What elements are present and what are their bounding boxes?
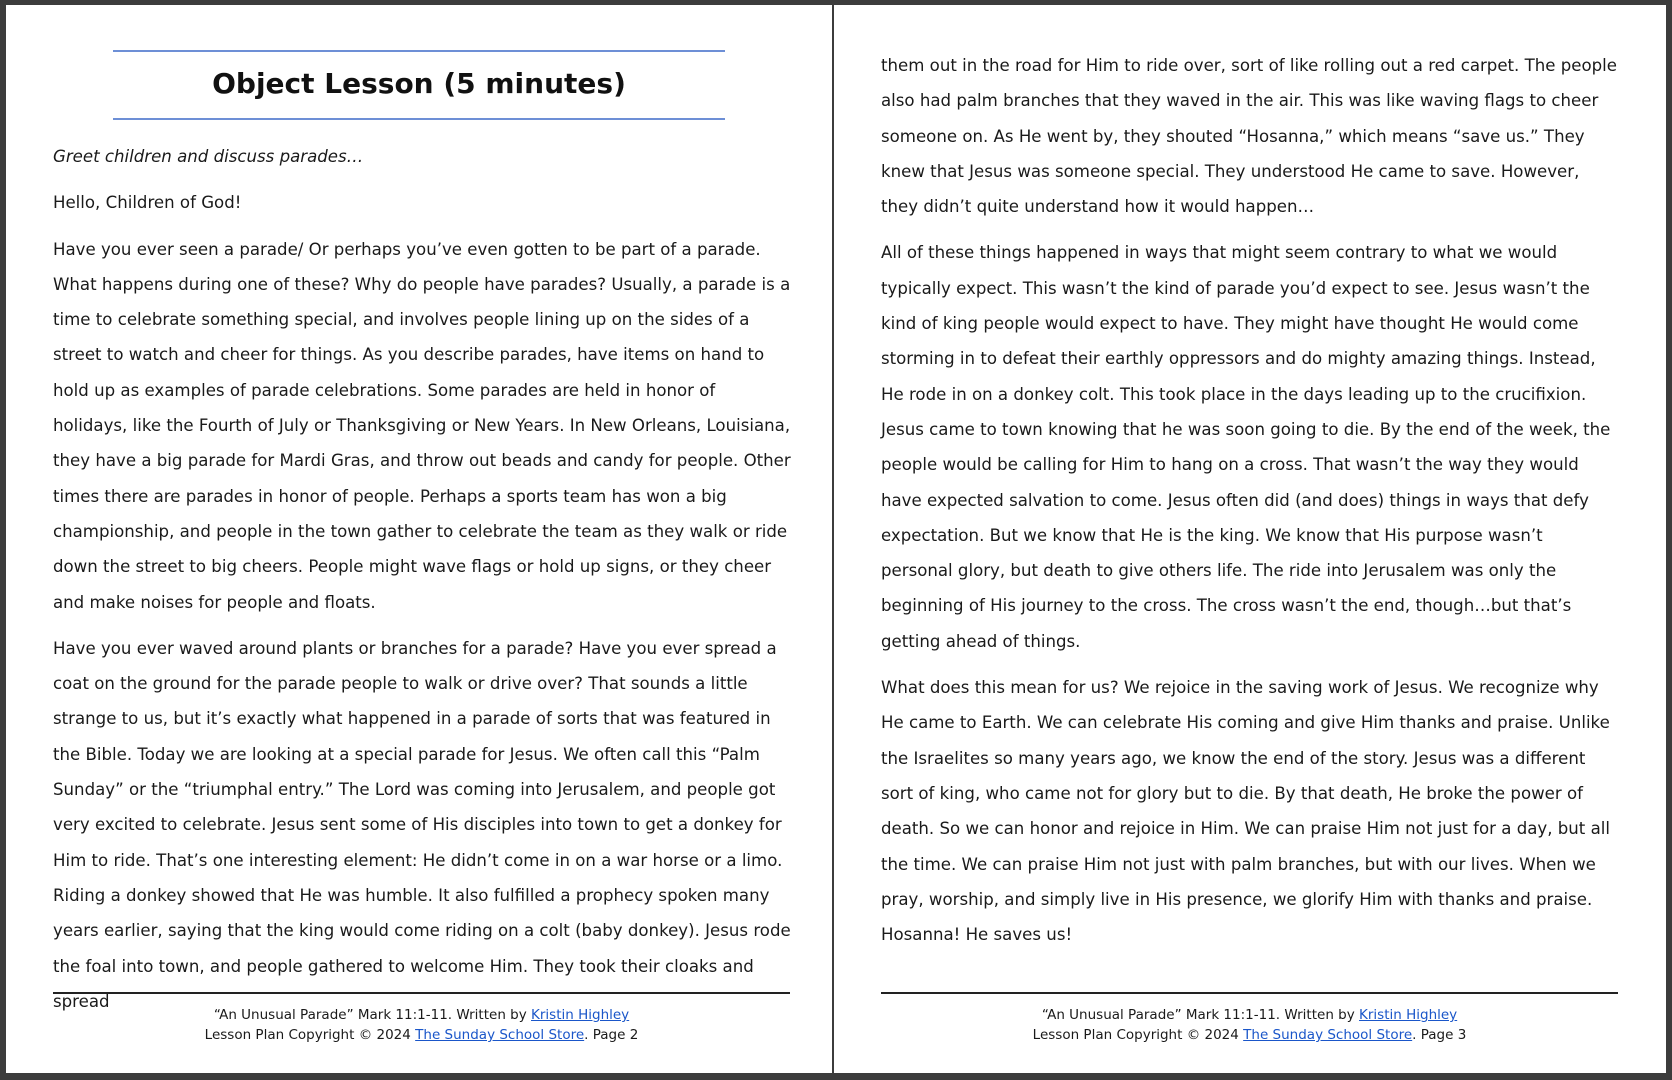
section-title-box	[113, 50, 725, 120]
page-3	[834, 5, 1666, 1073]
footer-copyright: Lesson Plan Copyright © 2024	[204, 1027, 416, 1043]
footer-copyright: Lesson Plan Copyright © 2024	[1032, 1027, 1244, 1043]
footer-citation: “An Unusual Parade” Mark 11:1-11. Written by	[213, 1007, 532, 1023]
author-link[interactable]: Kristin Highley	[531, 1007, 630, 1023]
footer-line-2	[881, 1025, 1618, 1045]
footer-divider	[881, 992, 1618, 994]
footer-divider	[53, 992, 790, 994]
paragraph-palm-sunday: Have you ever waved around plants or branches for a parade? Have you ever spread a coat on the ground for the parade people to walk or drive over? That sounds a little strange to us, but it’s exactly what happened in a parade of sorts that was featured in the Bible. Today we are looking at a special parade for Jesus. We often call this “Palm Sunday” or the “triumphal entry.” The Lord was coming into Jerusalem, and people got very excited to celebrate. Jesus sent some of His disciples into town to get a donkey for Him to ride. That’s one interesting element: He didn’t come in on a war horse or a limo. Riding a donkey showed that He was humble. It also fulfilled a prophecy spoken many years earlier, saying that the king would come riding on a colt (baby donkey). Jesus rode the foal into town, and people gathered to welcome Him. They took their cloaks and spread	[53, 638, 791, 1011]
footer-citation: “An Unusual Parade” Mark 11:1-11. Written by	[1041, 1007, 1360, 1023]
store-link[interactable]: The Sunday School Store	[1243, 1027, 1413, 1043]
page-2-body	[53, 139, 791, 1030]
paragraph-meaning: What does this mean for us? We rejoice in the saving work of Jesus. We recognize why He came to Earth. We can celebrate His coming and give Him thanks and praise. Unlike the Israelites so many years ago, we know the end of the story. Jesus was a different sort of king, who came not for glory but to die. By that death, He broke the power of death. So we can honor and rejoice in Him. We can praise Him not just for a day, but all the time. We can praise Him not just with palm branches, but with our lives. When we pray, worship, and simply live in His presence, we glorify Him with thanks and praise. Hosanna! He saves us!	[881, 678, 1610, 945]
page-3-body	[881, 48, 1619, 963]
footer-line-2	[53, 1025, 790, 1045]
paragraph-cloaks: them out in the road for Him to ride over, sort of like rolling out a red carpet. The people also had palm branches that they waved in the air. This was like waving flags to cheer someone on. As He went by, they shouted “Hosanna,” which means “save us.” They knew that Jesus was someone special. They understood He came to save. However, they didn’t quite understand how it would happen…	[881, 56, 1617, 217]
footer-line-1	[53, 1005, 790, 1025]
page-number: . Page 3	[1412, 1027, 1467, 1043]
paragraph-parades: Have you ever seen a parade/ Or perhaps you’ve even gotten to be part of a parade. What happens during one of these? Why do people have parades? Usually, a parade is a time to celebrate something special, and involves people lining up on the sides of a street to watch and cheer for things. As you describe parades, have items on hand to hold up as examples of parade celebrations. Some parades are held in honor of holidays, like the Fourth of July or Thanksgiving or New Years. In New Orleans, Louisiana, they have a big parade for Mardi Gras, and throw out beads and candy for people. Other times there are parades in honor of people. Perhaps a sports team has won a big championship, and people in the town gather to celebrate the team as they walk or ride down the street to big cheers. People might wave flags or hold up signs, or they cheer and make noises for people and floats.	[53, 239, 791, 612]
greeting-paragraph: Hello, Children of God!	[53, 193, 242, 213]
author-link[interactable]: Kristin Highley	[1359, 1007, 1458, 1023]
section-title: Object Lesson (5 minutes)	[212, 67, 626, 100]
page-2	[6, 5, 832, 1073]
store-link[interactable]: The Sunday School Store	[415, 1027, 585, 1043]
footer-line-1	[881, 1005, 1618, 1025]
page-3-footer	[881, 1005, 1618, 1045]
paragraph-contrary: All of these things happened in ways that might seem contrary to what we would typically expect. This wasn’t the kind of parade you’d expect to see. Jesus wasn’t the kind of king people would expect to have. They might have thought He would come storming in to defeat their earthly oppressors and do mighty amazing things. Instead, He rode in on a donkey colt. This took place in the days leading up to the crucifixion. Jesus came to town knowing that he was soon going to die. By the end of the week, the people would be calling for Him to hang on a cross. That wasn’t the way they would have expected salvation to come. Jesus often did (and does) things in ways that defy expectation. But we know that He is the king. We know that His purpose wasn’t personal glory, but death to give others life. The ride into Jerusalem was only the beginning of His journey to the cross. The cross wasn’t the end, though…but that’s getting ahead of things.	[881, 243, 1611, 651]
page-number: . Page 2	[584, 1027, 639, 1043]
intro-instruction: Greet children and discuss parades…	[53, 147, 364, 166]
page-2-footer	[53, 1005, 790, 1045]
